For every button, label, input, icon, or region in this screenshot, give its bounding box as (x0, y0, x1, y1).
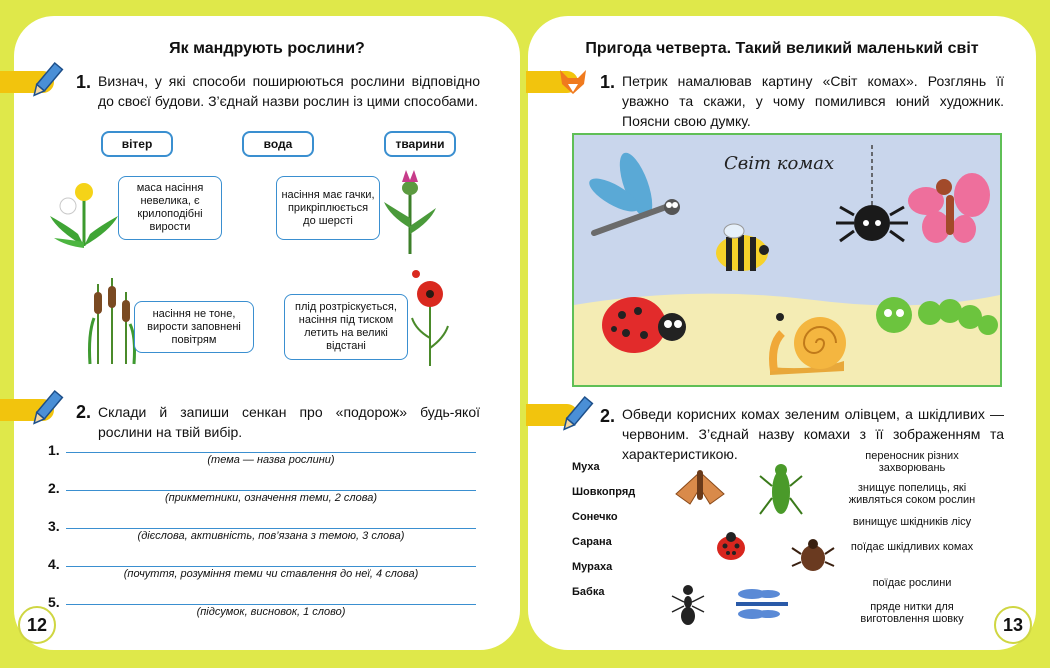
writing-line[interactable] (66, 452, 476, 453)
writing-line[interactable] (66, 604, 476, 605)
line-hint: (підсумок, висновок, 1 слово) (196, 606, 346, 618)
bee-drawing (716, 224, 769, 271)
pencil-icon (562, 394, 592, 434)
insect-name-ant[interactable]: Мураха (572, 561, 613, 573)
char-forest-pests[interactable]: винищує шкідників лісу (852, 516, 972, 528)
moth-image[interactable] (672, 464, 728, 508)
butterfly-drawing (908, 173, 990, 243)
char-silk[interactable]: пряде нитки для виготовлення шовку (860, 601, 964, 625)
line-number: 4. (48, 556, 60, 572)
method-animals[interactable]: тварини (384, 131, 456, 157)
task2-number: 2. (600, 406, 616, 426)
picture-title: Світ комах (724, 153, 835, 174)
task1-text: Петрик намалював картину «Світ комах». Розглянь її уважно та скажи, у чому помилився юний художник. Поясни свою думку. (622, 73, 1004, 129)
char-eats-plants[interactable]: поїдає рослини (872, 577, 952, 589)
page-number: 13 (994, 606, 1032, 644)
insect-name-locust[interactable]: Сарана (572, 536, 612, 548)
line-hint: (прикметники, означення теми, 2 слова) (164, 492, 378, 504)
method-water[interactable]: вода (242, 131, 314, 157)
insect-name-dragonfly[interactable]: Бабка (572, 586, 605, 598)
thistle-image (380, 168, 440, 258)
insect-world-picture (572, 133, 1002, 387)
writing-line[interactable] (66, 528, 476, 529)
task2-number: 2. (76, 402, 92, 422)
char-eats-aphids[interactable]: знищує попелиць, які живляться соком рослин (848, 482, 976, 506)
insect-name-ladybug[interactable]: Сонечко (572, 511, 618, 523)
task1-number: 1. (600, 72, 616, 92)
ladybug-image[interactable] (712, 529, 750, 563)
method-wind[interactable]: вітер (101, 131, 173, 157)
char-disease-carrier[interactable]: переносник різних захворювань (865, 450, 959, 474)
line-number: 3. (48, 518, 60, 534)
task1-number: 1. (76, 72, 92, 92)
line-hint: (тема — назва рослини) (207, 454, 335, 466)
task2-text: Склади й запиши сенкан про «подорож» будь-якої рослини на твій вибір. (98, 404, 480, 440)
writing-line[interactable] (66, 490, 476, 491)
line-number: 2. (48, 480, 60, 496)
desc-light-seeds[interactable]: маса насіння невелика, є крилоподібні вирости (118, 176, 222, 240)
dragonfly-drawing (585, 149, 680, 233)
right-page (528, 16, 1036, 650)
desc-bursting-fruit[interactable]: плід розтріскується, насіння під тиском летить на великі відстані (284, 294, 408, 360)
cattail-image (84, 274, 140, 366)
writing-line[interactable] (66, 566, 476, 567)
line-number: 5. (48, 594, 60, 610)
line-hint: (дієслова, активність, пов’язана з темою, 3 слова) (137, 530, 405, 542)
line-hint: (почуття, розуміння теми чи ставлення до неї, 4 слова) (123, 568, 419, 580)
page-title: Як мандрують рослини? (169, 40, 365, 57)
left-page (14, 16, 520, 650)
fox-icon (558, 66, 588, 96)
task1-text: Визнач, у які способи поширюються рослини відповідно до своєї будови. З’єднай назви рослин із цими способами. (98, 73, 480, 109)
line-number: 1. (48, 442, 60, 458)
desc-floating-seeds[interactable]: насіння не тоне, вирости заповнені повітрям (134, 301, 254, 353)
poppy-image (408, 268, 452, 368)
task2-text: Обведи корисних комах зеленим олівцем, а шкідливих — червоним. З’єднай назву комахи з її зображенням та характеристикою. (622, 406, 1004, 462)
page-number: 12 (18, 606, 56, 644)
locust-image[interactable] (758, 462, 804, 524)
desc-hooks[interactable]: насіння має гачки, прикріплюється до шерсті (276, 176, 380, 240)
char-eats-harmful[interactable]: поїдає шкідливих комах (850, 541, 974, 553)
insect-name-silkworm[interactable]: Шовкопряд (572, 486, 636, 498)
beetle-image[interactable] (790, 536, 836, 576)
spider-drawing (836, 145, 908, 241)
pencil-icon (32, 388, 62, 428)
dragonfly-image[interactable] (730, 584, 794, 624)
ant-image[interactable] (668, 582, 708, 628)
page-title: Пригода четверта. Такий великий маленький світ (585, 40, 979, 57)
dandelion-image (48, 176, 120, 252)
pencil-icon (32, 60, 62, 100)
insect-name-fly[interactable]: Муха (572, 461, 600, 473)
